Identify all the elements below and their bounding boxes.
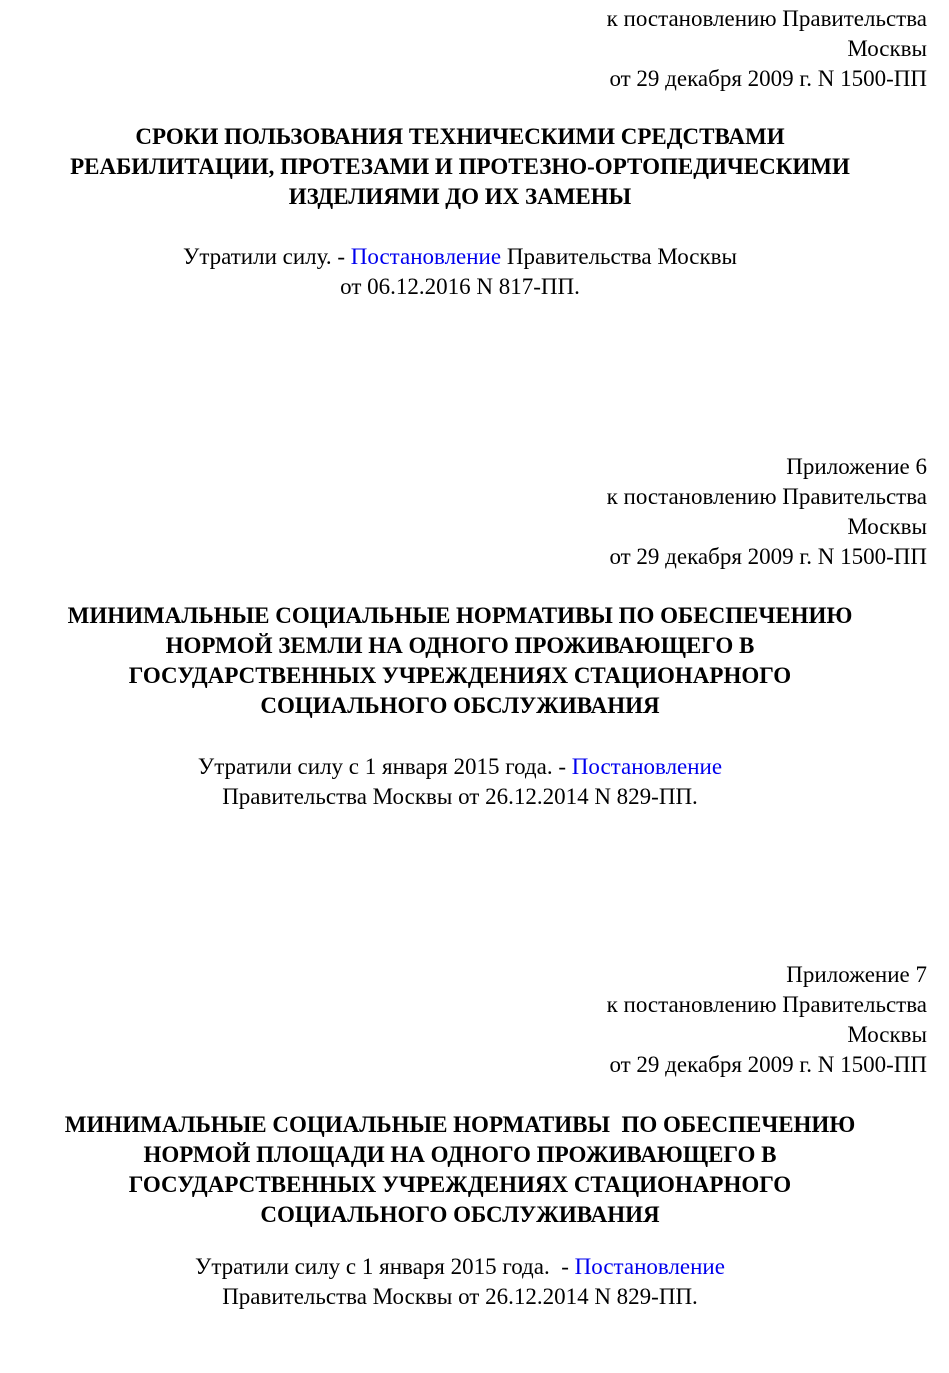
note-line-2: Правительства Москвы от 26.12.2014 N 829-ПП. (222, 784, 698, 809)
attachment-line: к постановлению Правительства (606, 992, 927, 1017)
section-title-1 (0, 122, 920, 212)
title-line: СОЦИАЛЬНОГО ОБСЛУЖИВАНИЯ (260, 693, 660, 718)
repeal-note-1 (0, 242, 920, 302)
attachment-line: к постановлению Правительства (606, 484, 927, 509)
title-line: НОРМОЙ ЗЕМЛИ НА ОДНОГО ПРОЖИВАЮЩЕГО В (165, 633, 755, 658)
title-line: СРОКИ ПОЛЬЗОВАНИЯ ТЕХНИЧЕСКИМИ СРЕДСТВАМИ (135, 124, 785, 149)
attachment-line: от 29 декабря 2009 г. N 1500-ПП (609, 1052, 927, 1077)
attachment-reference-6 (607, 452, 927, 572)
note-line-2: от 06.12.2016 N 817-ПП. (340, 274, 580, 299)
resolution-link[interactable]: Постановление (350, 244, 502, 269)
repeal-note-7 (0, 1252, 920, 1312)
attachment-number: Приложение 7 (786, 962, 927, 987)
title-line: ИЗДЕЛИЯМИ ДО ИХ ЗАМЕНЫ (288, 184, 632, 209)
attachment-reference-1 (607, 4, 927, 94)
note-line-1 (0, 752, 920, 782)
attachment-line: от 29 декабря 2009 г. N 1500-ПП (609, 66, 927, 91)
resolution-link[interactable]: Постановление (571, 754, 723, 779)
resolution-link[interactable]: Постановление (574, 1254, 725, 1279)
note-text: Правительства Москвы (501, 244, 737, 269)
title-line: РЕАБИЛИТАЦИИ, ПРОТЕЗАМИ И ПРОТЕЗНО-ОРТОПЕДИЧЕСКИМИ (70, 154, 850, 179)
note-line-2: Правительства Москвы от 26.12.2014 N 829-ПП. (222, 1284, 698, 1309)
title-line: СОЦИАЛЬНОГО ОБСЛУЖИВАНИЯ (260, 1202, 660, 1227)
attachment-line: Москвы (847, 36, 927, 61)
title-line: НОРМОЙ ПЛОЩАДИ НА ОДНОГО ПРОЖИВАЮЩЕГО В (143, 1142, 777, 1167)
title-line: ГОСУДАРСТВЕННЫХ УЧРЕЖДЕНИЯХ СТАЦИОНАРНОГО (128, 1172, 792, 1197)
attachment-line: к постановлению Правительства (606, 6, 927, 31)
note-line-1 (0, 242, 920, 272)
note-text: Утратили силу с 1 января 2015 года. - (197, 754, 572, 779)
title-line: МИНИМАЛЬНЫЕ СОЦИАЛЬНЫЕ НОРМАТИВЫ ПО ОБЕСПЕЧЕНИЮ (64, 1112, 856, 1137)
attachment-line: Москвы (847, 514, 927, 539)
title-line: МИНИМАЛЬНЫЕ СОЦИАЛЬНЫЕ НОРМАТИВЫ ПО ОБЕСПЕЧЕНИЮ (67, 603, 853, 628)
note-line-1 (0, 1252, 920, 1282)
section-title-7 (0, 1110, 920, 1230)
attachment-line: от 29 декабря 2009 г. N 1500-ПП (609, 544, 927, 569)
note-text: Утратили силу. - (183, 244, 351, 269)
title-line: ГОСУДАРСТВЕННЫХ УЧРЕЖДЕНИЯХ СТАЦИОНАРНОГО (128, 663, 792, 688)
section-title-6 (0, 601, 920, 721)
note-text: Утратили силу с 1 января 2015 года. - (195, 1254, 575, 1279)
attachment-number: Приложение 6 (786, 454, 927, 479)
repeal-note-6 (0, 752, 920, 812)
attachment-reference-7 (607, 960, 927, 1080)
attachment-line: Москвы (847, 1022, 927, 1047)
